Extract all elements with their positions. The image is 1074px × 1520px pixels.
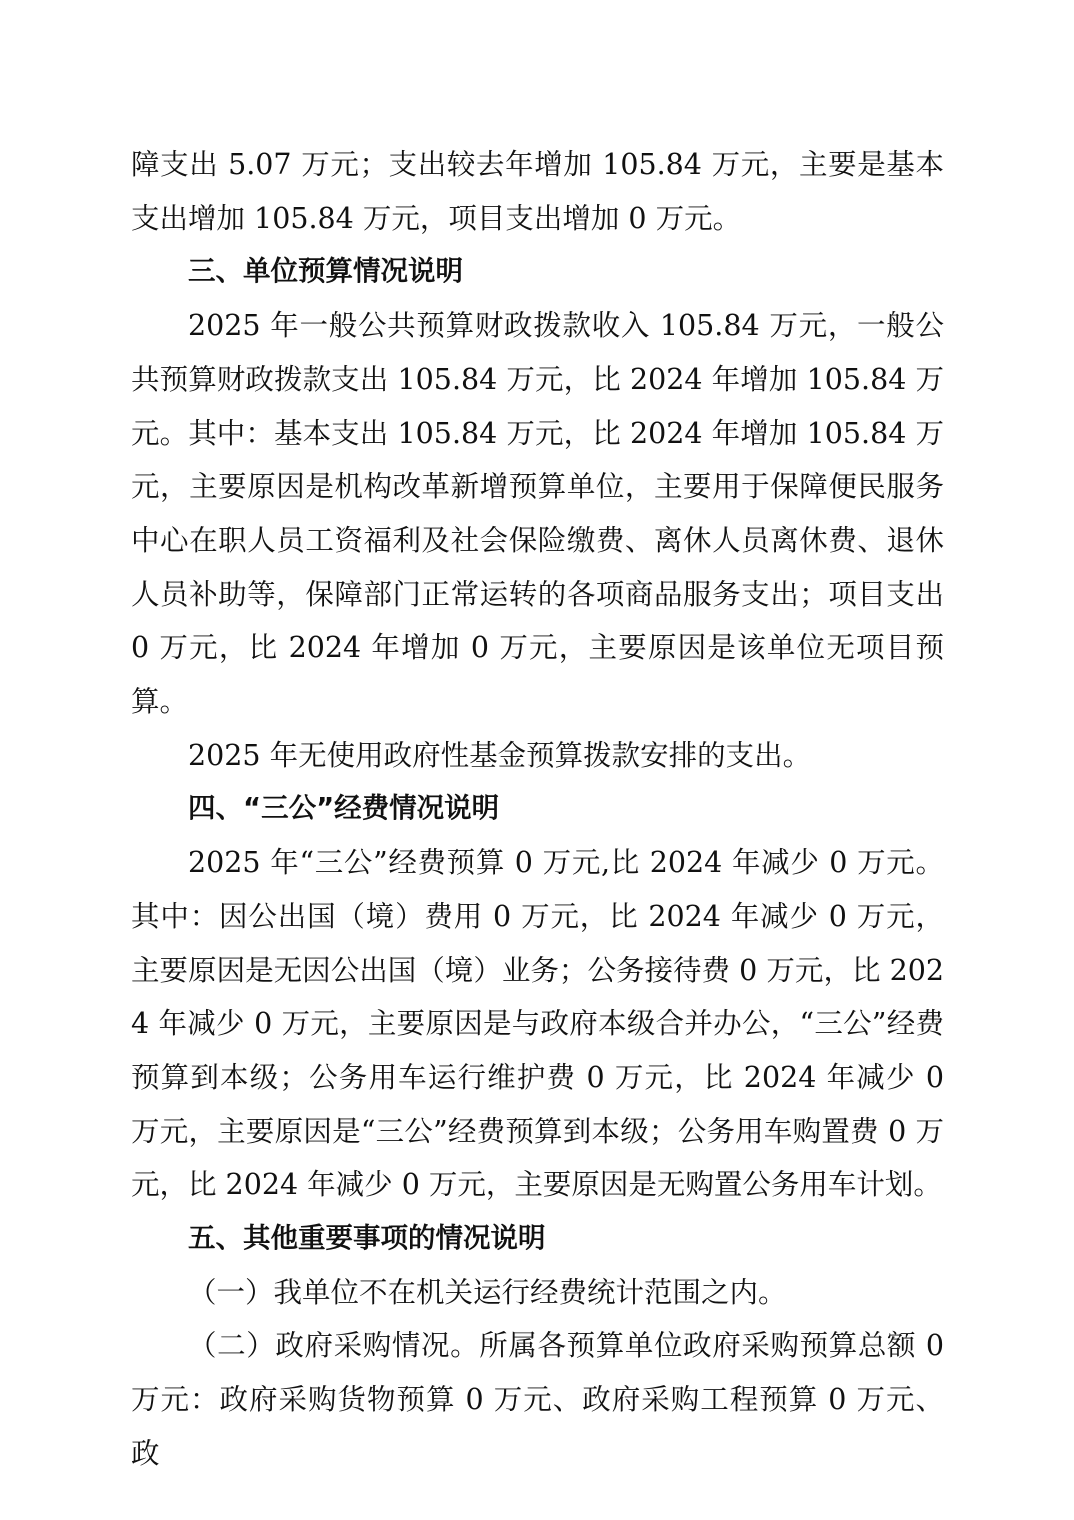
section-heading-unit-budget: 三、单位预算情况说明 (188, 255, 463, 288)
paragraph-government-fund-budget: 2025 年无使用政府性基金预算拨款安排的支出。 (188, 738, 812, 772)
paragraph-general-public-budget: 2025 年一般公共预算财政拨款收入 105.84 万元，一般公共预算财政拨款支出 105.84 万元，比 2024 年增加 105.84 万元。其中：基本支出 105.84 万元，比 2024 年增加 105.84 万元，主要原因是机构改革新增预算单位，主要用于保障便民服务中心在职人员工资福利及社会保险缴费、离休人员离休费、退休人员补助等，保障部门正常运转的各项商品服务支出；项目支出 0 万元，比 2024 年增加 0 万元，主要原因是该单位无项目预算。 (131, 309, 944, 719)
section-heading-other-matters: 五、其他重要事项的情况说明 (188, 1222, 546, 1255)
paragraph-basic-expenditure-summary: 障支出 5.07 万元；支出较去年增加 105.84 万元，主要是基本支出增加 105.84 万元，项目支出增加 0 万元。 (131, 148, 944, 235)
paragraph-government-procurement: （二）政府采购情况。所属各预算单位政府采购预算总额 0 万元：政府采购货物预算 0 万元、政府采购工程预算 0 万元、政 (131, 1329, 944, 1470)
paragraph-operating-funds: （一）我单位不在机关运行经费统计范围之内。 (188, 1275, 787, 1309)
paragraph-three-public-expenses: 2025 年“三公”经费预算 0 万元,比 2024 年减少 0 万元。其中：因公出国（境）费用 0 万元，比 2024 年减少 0 万元，主要原因是无因公出国（境）业务；公务接待费 0 万元，比 2024 年减少 0 万元，主要原因是与政府本级合并办公，“三公”经费预算到本级；公务用车运行维护费 0 万元，比 2024 年减少 0 万元，主要原因是“三公”经费预算到本级；公务用车购置费 0 万元，比 2024 年减少 0 万元，主要原因是无购置公务用车计划。 (131, 846, 944, 1202)
section-heading-three-public-expenses: 四、“三公”经费情况说明 (188, 792, 500, 825)
